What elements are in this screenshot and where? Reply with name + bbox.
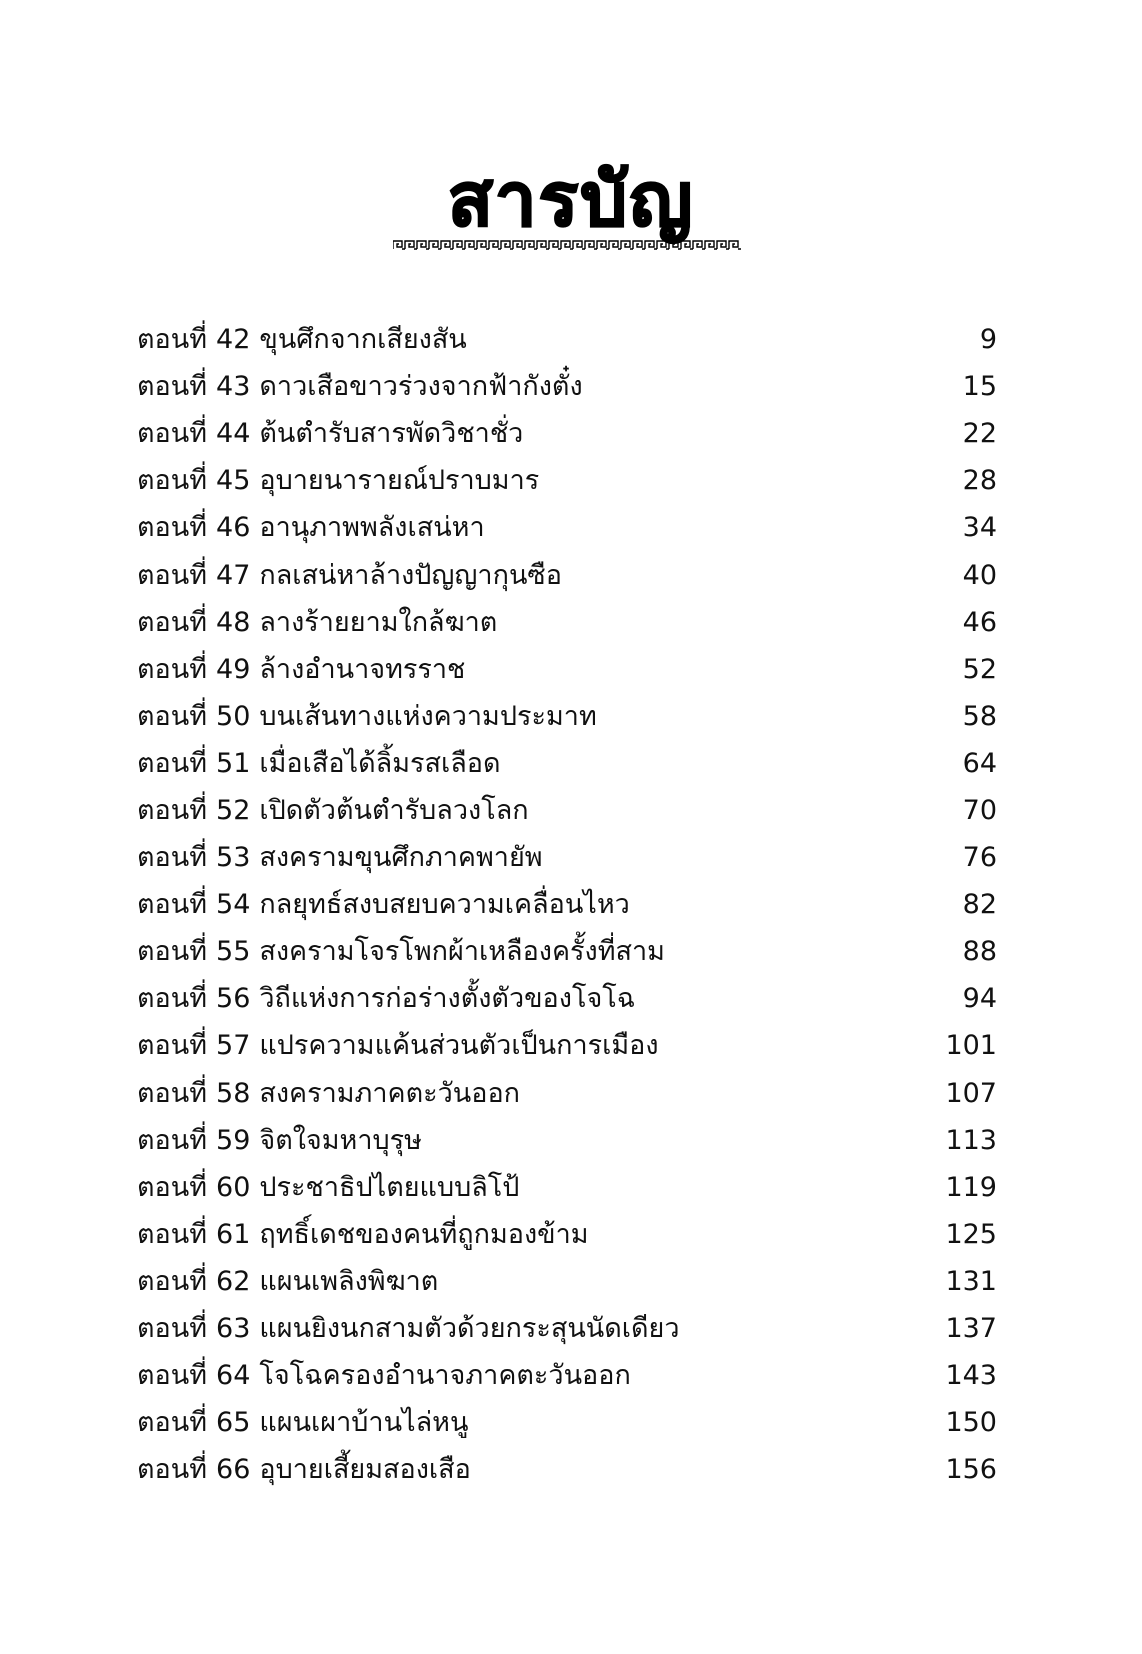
- toc-entry-title: แปรความแค้นส่วนตัวเป็นการเมือง: [259, 1030, 659, 1062]
- toc-entry-page: 107: [945, 1077, 997, 1109]
- toc-entry-page: 156: [945, 1454, 997, 1486]
- toc-entry-label: [137, 1070, 520, 1117]
- toc-entry: [137, 1022, 997, 1069]
- toc-entry-number: 49: [216, 653, 251, 685]
- toc-entry-label: [137, 1164, 519, 1211]
- toc-entry-prefix: ตอนที่: [137, 1124, 208, 1156]
- toc-entry-page: 143: [945, 1360, 997, 1392]
- toc-entry-label: [137, 787, 529, 834]
- toc-entry: [137, 1117, 997, 1164]
- toc-entry: [137, 881, 997, 928]
- toc-entry-number: 54: [216, 889, 251, 921]
- toc-entry-prefix: ตอนที่: [137, 936, 208, 968]
- toc-entry-prefix: ตอนที่: [137, 747, 208, 779]
- toc-entry: [137, 928, 997, 975]
- toc-entry-title: แผนเพลิงพิฆาต: [259, 1265, 439, 1297]
- toc-entry-number: 47: [216, 559, 251, 591]
- toc-entry-number: 58: [216, 1077, 251, 1109]
- toc-entry-number: 48: [216, 606, 251, 638]
- greek-key-pattern: [393, 241, 741, 249]
- toc-entry-label: [137, 363, 583, 410]
- toc-entry-title: แผนเผาบ้านไล่หนู: [259, 1407, 469, 1439]
- toc-entry-label: [137, 1211, 589, 1258]
- toc-entry-prefix: ตอนที่: [137, 889, 208, 921]
- toc-entry-number: 60: [216, 1171, 251, 1203]
- toc-entry-title: โจโฉครองอำนาจภาคตะวันออก: [259, 1360, 631, 1392]
- toc-entry-label: [137, 1352, 631, 1399]
- toc-entry-label: [137, 693, 597, 740]
- toc-entry-title: บนเส้นทางแห่งความประมาท: [259, 700, 597, 732]
- toc-entry: [137, 457, 997, 504]
- toc-entry-number: 44: [216, 418, 251, 450]
- toc-entry-page: 150: [945, 1407, 997, 1439]
- toc-entry-title: ประชาธิปไตยแบบลิโป้: [259, 1171, 520, 1203]
- toc-entry-label: [137, 1022, 659, 1069]
- toc-entry: [137, 1446, 997, 1493]
- toc-entry-page: 64: [962, 747, 997, 779]
- toc-entry-page: 125: [945, 1218, 997, 1250]
- toc-entry: [137, 975, 997, 1022]
- toc-entry-number: 61: [216, 1218, 251, 1250]
- toc-entry-title: ฤทธิ์เดชของคนที่ถูกมองข้าม: [259, 1218, 589, 1250]
- toc-entry-page: 113: [945, 1124, 997, 1156]
- toc-entry-number: 65: [216, 1407, 251, 1439]
- toc-entry-label: [137, 834, 543, 881]
- toc-entry-number: 46: [216, 512, 251, 544]
- toc-entry-page: 70: [962, 794, 997, 826]
- toc-entry-prefix: ตอนที่: [137, 512, 208, 544]
- toc-entry-page: 88: [962, 936, 997, 968]
- toc-entry-label: [137, 881, 630, 928]
- toc-entry-number: 50: [216, 700, 251, 732]
- toc-entry: [137, 363, 997, 410]
- toc-entry: [137, 646, 997, 693]
- toc-entry-title: กลเสน่หาล้างปัญญากุนซือ: [259, 559, 562, 591]
- toc-entry-title: อุบายเสี้ยมสองเสือ: [259, 1454, 471, 1486]
- toc-entry-page: 34: [962, 512, 997, 544]
- toc-entry-label: [137, 457, 539, 504]
- toc-entry-number: 59: [216, 1124, 251, 1156]
- toc-entry-number: 51: [216, 747, 251, 779]
- toc-entry-number: 66: [216, 1454, 251, 1486]
- toc-entry-page: 119: [945, 1171, 997, 1203]
- toc-entry-prefix: ตอนที่: [137, 465, 208, 497]
- toc-entry-number: 64: [216, 1360, 251, 1392]
- toc-entry: [137, 693, 997, 740]
- toc-entry: [137, 599, 997, 646]
- toc-entry-label: [137, 316, 467, 363]
- toc-entry-prefix: ตอนที่: [137, 1030, 208, 1062]
- toc-entry: [137, 1258, 997, 1305]
- toc-entry-page: 15: [962, 371, 997, 403]
- toc-entry-page: 28: [962, 465, 997, 497]
- toc-entry-prefix: ตอนที่: [137, 324, 208, 356]
- toc-entry-label: [137, 928, 665, 975]
- toc-entry-title: ล้างอำนาจทรราช: [259, 653, 466, 685]
- toc-entry-prefix: ตอนที่: [137, 1454, 208, 1486]
- toc-entry-prefix: ตอนที่: [137, 700, 208, 732]
- toc-entry-page: 58: [962, 700, 997, 732]
- toc-entry-title: เปิดตัวต้นตำรับลวงโลก: [259, 794, 529, 826]
- greek-key-ornament: [393, 240, 747, 250]
- toc-entry-title: กลยุทธ์สงบสยบความเคลื่อนไหว: [259, 889, 630, 921]
- toc-entry-number: 42: [216, 324, 251, 356]
- toc-entry-prefix: ตอนที่: [137, 794, 208, 826]
- toc-entry-page: 76: [962, 842, 997, 874]
- toc-entry-label: [137, 646, 465, 693]
- toc-entry: [137, 551, 997, 598]
- toc-entry-number: 63: [216, 1313, 251, 1345]
- toc-entry-label: [137, 1117, 422, 1164]
- toc-entry-number: 53: [216, 842, 251, 874]
- toc-entry-page: 131: [945, 1265, 997, 1297]
- toc-entry-prefix: ตอนที่: [137, 1171, 208, 1203]
- toc-entry-prefix: ตอนที่: [137, 371, 208, 403]
- toc-entry: [137, 787, 997, 834]
- toc-entry-number: 45: [216, 465, 251, 497]
- toc-entry-prefix: ตอนที่: [137, 1218, 208, 1250]
- toc-entry-title: สงครามโจรโพกผ้าเหลืองครั้งที่สาม: [259, 936, 665, 968]
- toc-entry-prefix: ตอนที่: [137, 653, 208, 685]
- toc-entry-number: 62: [216, 1265, 251, 1297]
- toc-entry: [137, 1352, 997, 1399]
- toc-entry-prefix: ตอนที่: [137, 1313, 208, 1345]
- toc-entry-title: ต้นตำรับสารพัดวิชาชั่ว: [259, 418, 524, 450]
- toc-entry: [137, 1305, 997, 1352]
- toc-entry-label: [137, 1305, 680, 1352]
- toc-entry-number: 57: [216, 1030, 251, 1062]
- table-of-contents: [137, 316, 997, 1493]
- toc-entry-title: อานุภาพพลังเสน่หา: [259, 512, 485, 544]
- toc-entry-label: [137, 1258, 438, 1305]
- toc-entry-label: [137, 1446, 471, 1493]
- toc-entry: [137, 740, 997, 787]
- toc-entry-prefix: ตอนที่: [137, 1360, 208, 1392]
- toc-entry-prefix: ตอนที่: [137, 1407, 208, 1439]
- toc-entry-page: 52: [962, 653, 997, 685]
- toc-entry-title: วิถีแห่งการก่อร่างตั้งตัวของโจโฉ: [259, 983, 636, 1015]
- toc-entry-number: 55: [216, 936, 251, 968]
- toc-entry: [137, 1070, 997, 1117]
- toc-entry-page: 22: [962, 418, 997, 450]
- toc-entry: [137, 410, 997, 457]
- toc-entry-title: ลางร้ายยามใกล้ฆาต: [259, 606, 498, 638]
- toc-entry-label: [137, 552, 562, 599]
- toc-entry-prefix: ตอนที่: [137, 1077, 208, 1109]
- page-title: สารบัญ: [447, 156, 695, 243]
- toc-entry-prefix: ตอนที่: [137, 1265, 208, 1297]
- toc-entry-title: ดาวเสือขาวร่วงจากฟ้ากังตั๋ง: [259, 371, 583, 403]
- toc-entry: [137, 1399, 997, 1446]
- toc-entry: [137, 316, 997, 363]
- toc-entry-title: ขุนศึกจากเสียงสัน: [259, 324, 467, 356]
- toc-entry-label: [137, 740, 501, 787]
- toc-entry-number: 52: [216, 794, 251, 826]
- toc-entry-label: [137, 410, 523, 457]
- toc-entry-prefix: ตอนที่: [137, 983, 208, 1015]
- toc-entry-title: สงครามขุนศึกภาคพายัพ: [259, 842, 543, 874]
- toc-entry-page: 94: [962, 983, 997, 1015]
- toc-entry: [137, 834, 997, 881]
- toc-entry-number: 56: [216, 983, 251, 1015]
- toc-entry-page: 9: [979, 324, 997, 356]
- toc-entry-prefix: ตอนที่: [137, 559, 208, 591]
- toc-entry-prefix: ตอนที่: [137, 418, 208, 450]
- toc-entry: [137, 504, 997, 551]
- toc-entry-page: 40: [962, 559, 997, 591]
- toc-entry-prefix: ตอนที่: [137, 606, 208, 638]
- toc-entry-title: เมื่อเสือได้ลิ้มรสเลือด: [259, 747, 501, 779]
- toc-entry-prefix: ตอนที่: [137, 842, 208, 874]
- toc-entry-label: [137, 975, 635, 1022]
- toc-entry-title: จิตใจมหาบุรุษ: [259, 1124, 422, 1156]
- toc-entry: [137, 1164, 997, 1211]
- toc-entry-label: [137, 599, 497, 646]
- toc-entry-page: 46: [962, 606, 997, 638]
- toc-entry-title: สงครามภาคตะวันออก: [259, 1077, 521, 1109]
- toc-entry: [137, 1211, 997, 1258]
- toc-entry-number: 43: [216, 371, 251, 403]
- toc-entry-label: [137, 1399, 468, 1446]
- toc-entry-title: แผนยิงนกสามตัวด้วยกระสุนนัดเดียว: [259, 1313, 680, 1345]
- toc-entry-page: 101: [945, 1030, 997, 1062]
- toc-entry-page: 137: [945, 1313, 997, 1345]
- toc-entry-title: อุบายนารายณ์ปราบมาร: [259, 465, 540, 497]
- toc-entry-label: [137, 504, 485, 551]
- toc-entry-page: 82: [962, 889, 997, 921]
